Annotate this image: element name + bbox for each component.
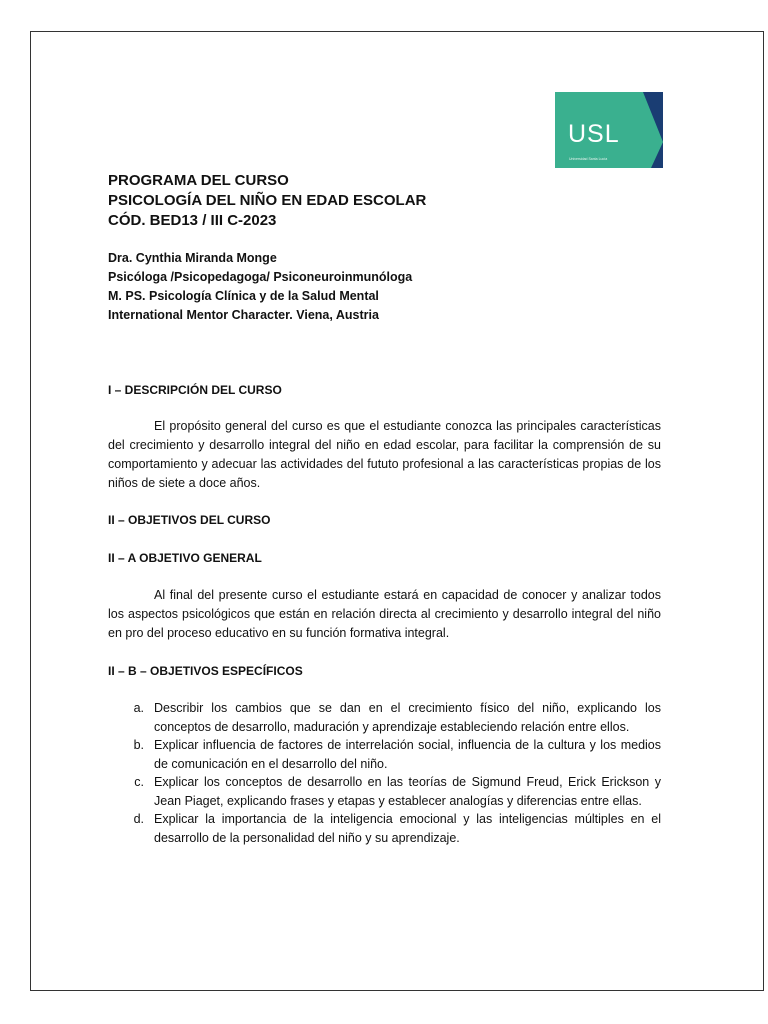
logo-subtext: Universidad Santa Lucía: [569, 157, 608, 161]
author-degree: M. PS. Psicología Clínica y de la Salud Mental: [108, 289, 379, 303]
list-item-text: Explicar los conceptos de desarrollo en las teorías de Sigmund Freud, Erick Erickson y Jean Piaget, explicando frases y etapas y establecer analogías y diferencias entre ellas.: [154, 775, 661, 808]
document-page: [30, 31, 764, 991]
list-marker: d.: [133, 812, 144, 826]
description-paragraph: El propósito general del curso es que el estudiante conozca las principales características del crecimiento y desarrollo integral del niño en edad escolar, para facilitar la comprensión de su comportamiento y adecuar las actividades del fututo profesional a las características propias de los niños de siete a doce años.: [108, 419, 661, 490]
list-marker: c.: [134, 775, 144, 789]
list-item-text: Describir los cambios que se dan en el crecimiento físico del niño, explicando los conceptos de desarrollo, maduración y aprendizaje estableciendo relación entre ellos.: [154, 701, 661, 734]
author-block: [108, 249, 661, 325]
list-item: [108, 699, 661, 736]
section-heading-specific-objectives: II – B – OBJETIVOS ESPECÍFICOS: [108, 664, 303, 678]
specific-objectives-list: [108, 699, 661, 847]
author-profession: Psicóloga /Psicopedagoga/ Psiconeuroinmunóloga: [108, 270, 413, 284]
university-logo: [555, 92, 663, 168]
section-heading-general-objective: II – A OBJETIVO GENERAL: [108, 551, 262, 565]
section-heading-objectives: II – OBJETIVOS DEL CURSO: [108, 513, 271, 527]
list-item: [108, 736, 661, 773]
author-name: Dra. Cynthia Miranda Monge: [108, 251, 277, 265]
document-content: [108, 171, 661, 847]
author-affiliation: International Mentor Character. Viena, Austria: [108, 308, 379, 322]
section-heading-description: I – DESCRIPCIÓN DEL CURSO: [108, 383, 282, 397]
list-item: [108, 810, 661, 847]
course-title-block: [108, 171, 661, 231]
list-item-text: Explicar influencia de factores de interrelación social, influencia de la cultura y los medios de comunicación en el desarrollo del niño.: [154, 738, 661, 771]
course-code: CÓD. BED13 / III C-2023: [108, 212, 277, 229]
list-item-text: Explicar la importancia de la inteligencia emocional y las inteligencias múltiples en el desarrollo de la personalidad del niño y su aprendizaje.: [154, 812, 661, 845]
list-item: [108, 773, 661, 810]
list-marker: a.: [133, 701, 144, 715]
list-marker: b.: [133, 738, 144, 752]
course-name: PSICOLOGÍA DEL NIÑO EN EDAD ESCOLAR: [108, 192, 427, 209]
general-objective-paragraph: Al final del presente curso el estudiante estará en capacidad de conocer y analizar todos los aspectos psicológicos que están en relación directa al crecimiento y desarrollo integral del niño en pro del proceso educativo en su función formativa integral.: [108, 588, 661, 640]
logo-text: USL: [568, 120, 620, 148]
program-title: PROGRAMA DEL CURSO: [108, 172, 289, 189]
